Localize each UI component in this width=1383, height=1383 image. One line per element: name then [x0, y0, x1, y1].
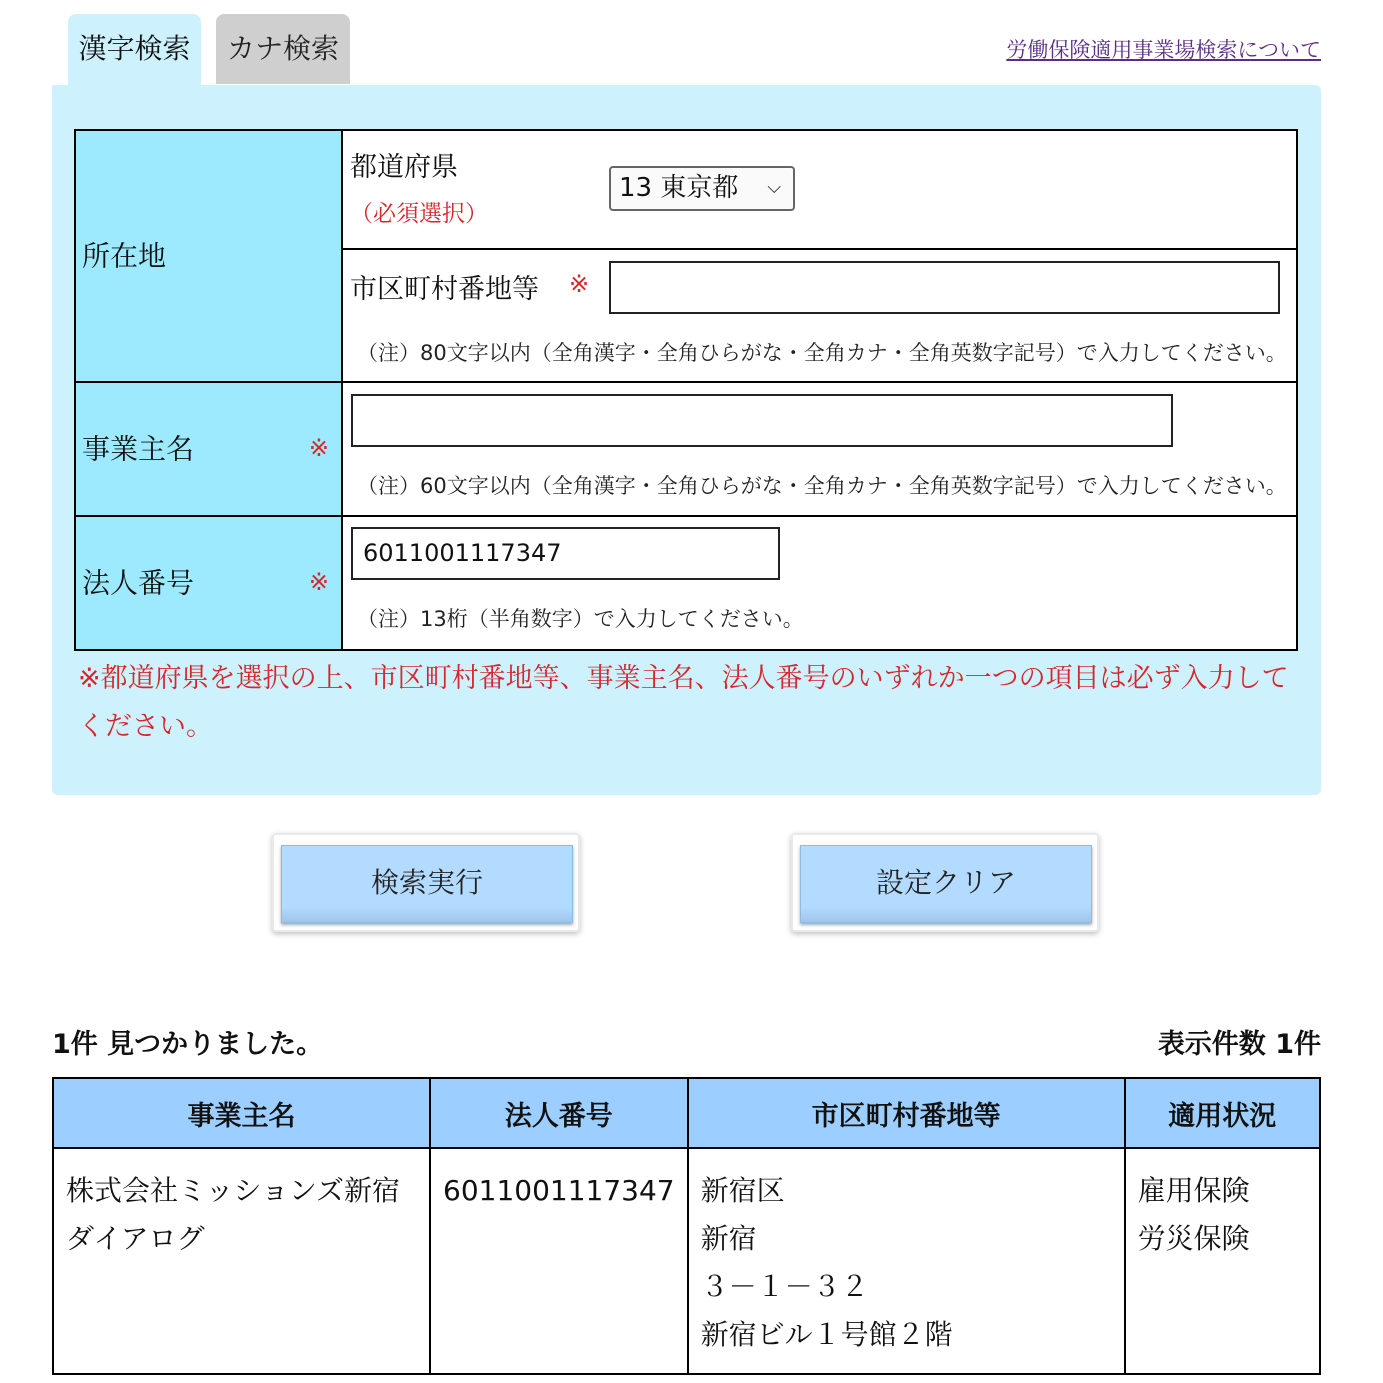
address-note: （注）80文字以内（全角漢字・全角ひらがな・全角カナ・全角英数字記号）で入力してください。 [357, 341, 1287, 365]
clear-button[interactable]: 設定クリア [800, 845, 1092, 923]
cell-owner [53, 1148, 430, 1374]
owner-label: 事業主名 [82, 432, 195, 466]
corp-required-mark: ※ [308, 567, 329, 596]
corp-number-input[interactable]: 6011001117347 [351, 527, 780, 580]
prefecture-required-note: （必須選択） [350, 201, 488, 227]
corp-label-cell [75, 516, 342, 650]
result-count: 1件 見つかりました。 [52, 1029, 324, 1060]
clear-button-frame [791, 833, 1099, 932]
corp-number-value: 6011001117347 [443, 1174, 675, 1207]
address-cell [342, 249, 1297, 382]
owner-note: （注）60文字以内（全角漢字・全角ひらがな・全角カナ・全角英数字記号）で入力してください。 [357, 474, 1287, 498]
address-label: 市区町村番地等 [350, 274, 539, 305]
search-form-panel [52, 85, 1321, 795]
status-line: 労災保険 [1137, 1222, 1250, 1255]
owner-label-cell [75, 382, 342, 516]
table-row [53, 1148, 1320, 1374]
about-search-link[interactable]: 労働保険適用事業場検索について [1006, 38, 1321, 62]
results-table [52, 1077, 1321, 1375]
address-line: 新宿ビル１号館２階 [700, 1318, 953, 1351]
chevron-down-icon: ⌵ [767, 177, 781, 198]
address-required-mark: ※ [569, 270, 590, 298]
tab-kanji-search[interactable]: 漢字検索 [68, 14, 201, 86]
owner-name-input[interactable] [351, 394, 1173, 447]
address-input[interactable] [609, 261, 1280, 314]
location-label-cell [75, 130, 342, 382]
display-count: 表示件数 1件 [1157, 1029, 1321, 1060]
tab-kana-search[interactable]: カナ検索 [216, 14, 350, 84]
cell-status [1125, 1148, 1320, 1374]
address-line: 新宿区 [700, 1174, 785, 1207]
address-line: 新宿 [700, 1222, 757, 1255]
owner-name-value: 株式会社ミッションズ新宿ダイアログ [66, 1174, 401, 1255]
address-line: ３－１－３２ [700, 1270, 869, 1303]
owner-required-mark: ※ [308, 433, 329, 462]
header-owner: 事業主名 [53, 1078, 430, 1148]
prefecture-cell [342, 130, 1297, 249]
required-warning: ※都道府県を選択の上、市区町村番地等、事業主名、法人番号のいずれか一つの項目は必ず入力してください。 [78, 663, 1289, 742]
prefecture-selected-value: 13 東京都 [619, 173, 739, 203]
location-label: 所在地 [82, 239, 167, 273]
header-corp-number: 法人番号 [430, 1078, 688, 1148]
prefecture-label: 都道府県 [350, 152, 458, 183]
owner-cell [342, 382, 1297, 516]
corp-number-label: 法人番号 [82, 566, 195, 600]
cell-address [688, 1148, 1125, 1374]
search-form-table [74, 129, 1298, 651]
corp-note: （注）13桁（半角数字）で入力してください。 [357, 607, 804, 631]
prefecture-select[interactable] [609, 166, 795, 211]
status-line: 雇用保険 [1137, 1174, 1250, 1207]
header-address: 市区町村番地等 [688, 1078, 1125, 1148]
search-button-frame [272, 833, 580, 932]
corp-cell [342, 516, 1297, 650]
cell-corp-number [430, 1148, 688, 1374]
search-button[interactable]: 検索実行 [281, 845, 573, 923]
header-status: 適用状況 [1125, 1078, 1320, 1148]
